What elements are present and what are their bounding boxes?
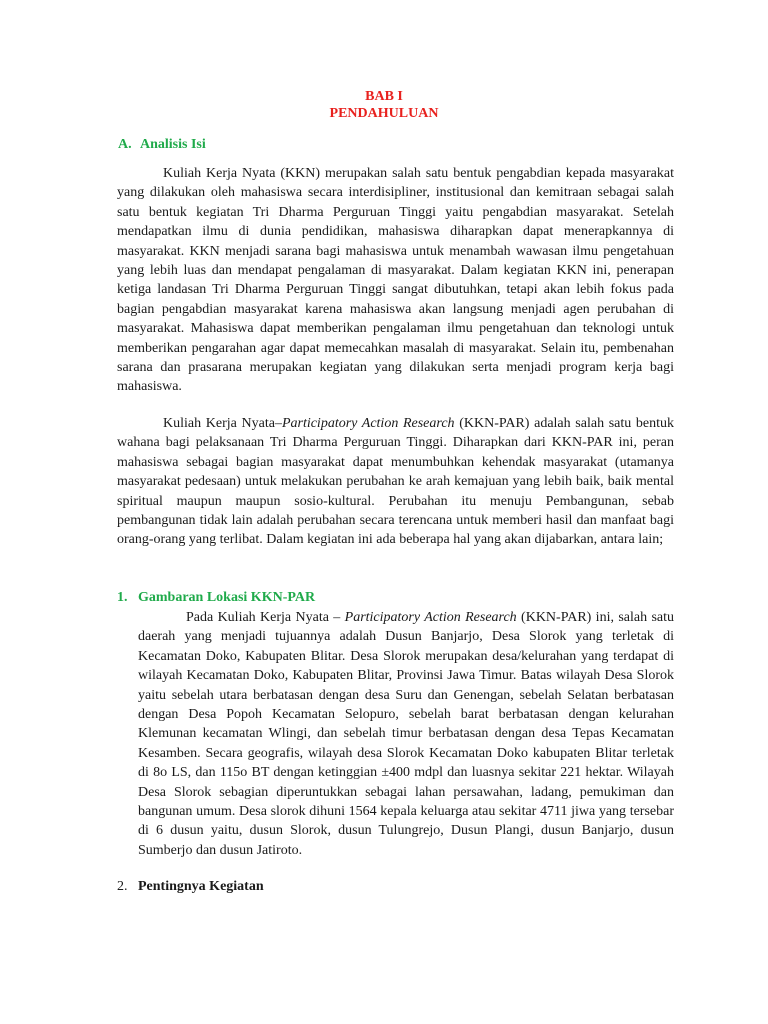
section-a-label: A. bbox=[118, 137, 132, 152]
subsection-2-heading bbox=[117, 879, 264, 895]
paragraph-2-lead: Kuliah Kerja Nyata– bbox=[163, 416, 282, 431]
paragraph-3-italic: Participatory Action Research bbox=[344, 610, 517, 625]
chapter-title: PENDAHULUAN bbox=[329, 106, 439, 121]
paragraph-2 bbox=[117, 414, 674, 550]
paragraph-2-italic: Participatory Action Research bbox=[281, 416, 455, 431]
section-a-heading bbox=[118, 137, 206, 153]
section-a-title: Analisis Isi bbox=[140, 137, 206, 152]
subsection-1-title: Gambaran Lokasi KKN-PAR bbox=[138, 590, 316, 605]
paragraph-1: Kuliah Kerja Nyata (KKN) merupakan salah satu bentuk pengabdian kepada masyarakat yang dilakukan oleh mahasiswa secara interdisipliner, institusional dan kemitraan sebagai salah satu bentuk kegiatan Tri Dharma Perguruan Tinggi yaitu pengabdian masyarakat. Setelah mendapatkan ilmu di dunia pendidikan, mahasiswa diharapkan dapat menerapkannya di masyarakat. KKN menjadi sarana bagi mahasiswa untuk menambah wawasan ilmu pengetahuan yang lebih luas dan mendapat pengalaman di masyarakat. Dalam kegiatan KKN ini, penerapan ketiga landasan Tri Dharma Perguruan Tinggi sangat dibutuhkan, tetapi akan lebih fokus pada bagian pengabdian masyarakat karena mahasiswa akan langsung menjadi agen perubahan di masyarakat. Mahasiswa dapat memberikan pengalaman ilmu pengetahuan dan teknologi untuk memberikan pengarahan agar dapat memecahkan masalah di masyarakat. Selain itu, pembenahan sarana dan prasarana merupakan kegiatan yang dilakukan serta menjadi program kerja bagi mahasiswa. bbox=[117, 166, 674, 395]
subsection-1-number: 1. bbox=[117, 590, 128, 605]
subsection-2-number: 2. bbox=[117, 879, 128, 894]
paragraph-3-rest: (KKN-PAR) ini, salah satu daerah yang menjadi tujuannya adalah Dusun Banjarjo, Desa Slorok yang terletak di Kecamatan Doko, Kabupaten Blitar. Desa Slorok merupakan desa/kelurahan yang terdapat di wilayah Kecamatan Doko, Kabupaten Blitar, Provinsi Jawa Timur. Batas wilayah Desa Slorok yaitu sebelah utara berbatasan dengan desa Suru dan Genengan, sebelah Selatan berbatasan dengan Desa Popoh Kecamatan Selopuro, sebelah barat berbatasan dengan kelurahan Klemunan kecamatan Wlingi, dan sebelah timur berbatasan dengan desa Tepas Kecamatan Kesamben. Secara geografis, wilayah desa Slorok Kecamatan Doko kabupaten Blitar terletak di 8o LS, dan 115o BT dengan ketinggian ±400 mdpl dan luasnya sekitar 221 hektar. Wilayah Desa Slorok sebagian diperuntukkan sebagai lahan persawahan, ladang, pemukiman dan bangunan umum. Desa slorok dihuni 1564 kepala keluarga atau sekitar 4711 jiwa yang tersebar di 6 dusun yaitu, dusun Slorok, dusun Tulungrejo, Dusun Plangi, dusun Banjarjo, dusun Sumberjo dan dusun Jatiroto. bbox=[138, 610, 674, 858]
paragraph-2-rest: (KKN-PAR) adalah salah satu bentuk wahana bagi pelaksanaan Tri Dharma Perguruan Tinggi. Diharapkan dari KKN-PAR ini, peran mahasiswa sebagai bagian masyarakat dapat menumbuhkan kehendak masyarakat (utamanya masyarakat pedesaan) untuk melakukan perubahan ke arah kemajuan yang lebih baik, baik mental spiritual maupun maupun sosio-kultural. Perubahan itu menuju Pembangunan, sebab pembangunan tidak lain adalah perubahan secara terencana untuk memberi hasil dan manfaat bagi orang-orang yang terlibat. Dalam kegiatan ini ada beberapa hal yang akan dijabarkan, antara lain; bbox=[117, 416, 675, 548]
paragraph-3-lead: Pada Kuliah Kerja Nyata – bbox=[186, 610, 345, 625]
paragraph-3 bbox=[138, 608, 674, 860]
subsection-2-title: Pentingnya Kegiatan bbox=[138, 879, 264, 894]
subsection-1-heading bbox=[117, 590, 315, 606]
chapter-number: BAB I bbox=[365, 89, 403, 104]
